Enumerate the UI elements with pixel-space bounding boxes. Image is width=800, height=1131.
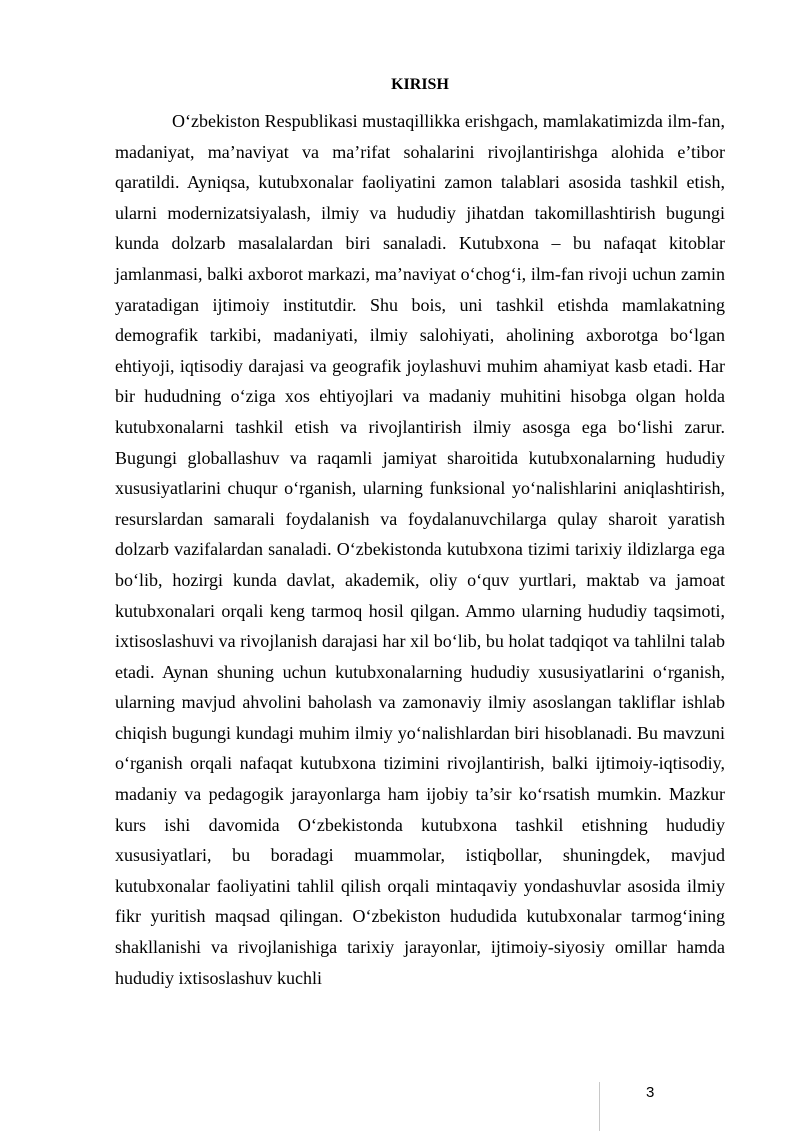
body-paragraph: O‘zbekiston Respublikasi mustaqillikka erishgach, mamlakatimizda ilm-fan, madaniyat, ma’naviyat va ma’rifat sohalarini rivojlantirishga alohida e’tibor qaratildi. Ayniqsa, kutubxonalar faoliyatini zamon talablari asosida tashkil etish, ularni modernizatsiyalash, ilmiy va hududiy jihatdan takomillashtirish bugungi kunda dolzarb masalalardan biri sanaladi. Kutubxona – bu nafaqat kitoblar jamlanmasi, balki axborot markazi, ma’naviyat o‘chog‘i, ilm-fan rivoji uchun zamin yaratadigan ijtimoiy institutdir. Shu bois, uni tashkil etishda mamlakatning demografik tarkibi, madaniyati, ilmiy salohiyati, aholining axborotga bo‘lgan ehtiyoji, iqtisodiy darajasi va geografik joylashuvi muhim ahamiyat kasb etadi. Har bir hududning o‘ziga xos ehtiyojlari va madaniy muhitini hisobga olgan holda kutubxonalarni tashkil etish va rivojlantirish ilmiy asosga ega bo‘lishi zarur. Bugungi globallashuv va raqamli jamiyat sharoitida kutubxonalarning hududiy xususiyatlarini chuqur o‘rganish, ularning funksional yo‘nalishlarini aniqlashtirish, resurslardan samarali foydalanish va foydalanuvchilarga qulay sharoit yaratish dolzarb vazifalardan sanaladi. O‘zbekistonda kutubxona tizimi tarixiy ildizlarga ega bo‘lib, hozirgi kunda davlat, akademik, oliy o‘quv yurtlari, maktab va jamoat kutubxonalari orqali keng tarmoq hosil qilgan. Ammo ularning hududiy taqsimoti, ixtisoslashuvi va rivojlanish darajasi har xil bo‘lib, bu holat tadqiqot va tahlilni talab etadi. Aynan shuning uchun kutubxonalarning hududiy xususiyatlarini o‘rganish, ularning mavjud ahvolini baholash va zamonaviy ilmiy asoslangan takliflar ishlab chiqish bugungi kundagi muhim ilmiy yo‘nalishlardan biri hisoblanadi. Bu mavzuni o‘rganish orqali nafaqat kutubxona tizimini rivojlantirish, balki ijtimoiy-iqtisodiy, madaniy va pedagogik jarayonlarga ham ijobiy ta’sir ko‘rsatish mumkin. Mazkur kurs ishi davomida O‘zbekistonda kutubxona tashkil etishning hududiy xususiyatlari, bu boradagi muammolar, istiqbollar, shuningdek, mavjud kutubxonalar faoliyatini tahlil qilish orqali mintaqaviy yondashuvlar asosida ilmiy fikr yuritish maqsad qilingan. O‘zbekiston hududida kutubxonalar tarmog‘ining shakllanishi va rivojlanishiga tarixiy jarayonlar, ijtimoiy-siyosiy omillar hamda hududiy ixtisoslashuv kuchli	[115, 111, 725, 988]
section-heading: KIRISH	[391, 76, 449, 93]
page-number: 3	[646, 1084, 655, 1101]
page-number-divider	[599, 1082, 600, 1131]
